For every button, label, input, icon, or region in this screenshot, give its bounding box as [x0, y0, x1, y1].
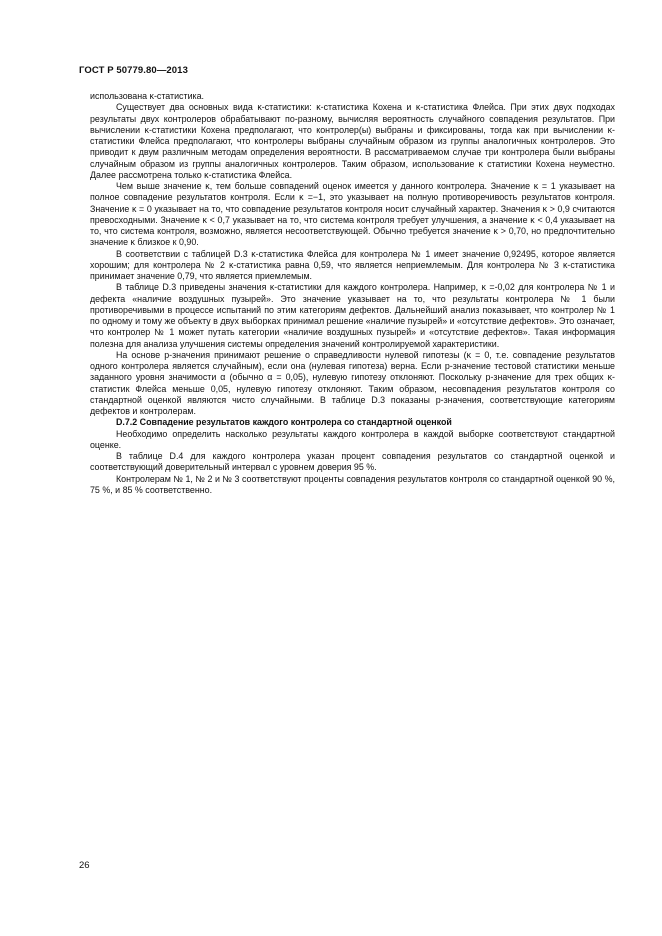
paragraph-table-d3-fleiss: В соответствии с таблицей D.3 κ-статистика Флейса для контролера № 1 имеет значение 0,92495, которое является хорошим; для контролера № 2 κ-статистика равна 0,59, что является неприемлемым. Для контролера № 3 κ-статистика принимает значение 0,79, что является приемлемым.	[90, 248, 615, 281]
section-heading-d72: D.7.2 Совпадение результатов каждого контролера со стандартной оценкой	[116, 417, 452, 428]
paragraph-standard-agreement: Необходимо определить насколько результаты каждого контролера в каждой выборке соответствуют стандартной оценке.	[90, 428, 615, 450]
paragraph-p-value: На основе p-значения принимают решение о справедливости нулевой гипотезы (κ = 0, т.е. совпадение результатов одного контролера является случайным), если она (нулевая гипотеза) верна. Если p-значение тестовой статистики меньше заданного уровня значимости α (обычно α = 0,05), нулевую гипотезу отклоняют. Поскольку p-значение для трех общих κ-статистик Флейса меньше 0,05, нулевую гипотезу отклоняют. Таким образом, несовпадения результатов контроля со стандартной оценкой являются чисто случайными. В таблице D.3 показаны p-значения, соответствующие категориям дефектов и контролерам.	[90, 349, 615, 416]
paragraph-kappa-types: Существует два основных вида κ-статистики: κ-статистика Кохена и κ-статистика Флейса. При этих двух подходах результаты двух контролеров обрабатывают по-разному, вычисляя вероятность случайного совпадения результатов. При вычислении κ-статистики Кохена предполагают, что контролер(ы) выбраны и фиксированы, тогда как при вычислении κ-статистики Флейса предполагают, что контролеры выбраны случайным образом из группы аналогичных контролеров. Это приводит к двум различным методам определения вероятности. В рассматриваемом случае три контролера были выбраны случайным образом из группы аналогичных контролеров. Таким образом, использование κ статистики Кохена неуместно. Далее рассмотрена только κ-статистика Флейса.	[90, 102, 615, 180]
paragraph-kappa-interpretation: Чем выше значение κ, тем больше совпадений оценок имеется у данного контролера. Значение κ = 1 указывает на полное совпадение результатов контроля. Если κ =−1, это указывает на полную противоречивость результатов контроля. Значение κ = 0 указывает на то, что совпадение результатов контроля носит случайный характер. Значения κ > 0,9 считаются превосходными. Значение κ < 0,7 указывает на то, что система контроля требует улучшения, а значение κ < 0,4 указывает на то, что система контроля, возможно, является несоответствующей. Обычно требуется значение κ > 0,70, но предпочтительно значение κ близкое к 0,90.	[90, 181, 615, 248]
paragraph-table-d3-example: В таблице D.3 приведены значения κ-статистики для каждого контролера. Например, κ =-0,02 для контролера № 1 и дефекта «наличие воздушных пузырей». Это значение указывает на то, что результаты контролера № 1 были противоречивыми в процессе испытаний по этим категориям дефектов. Дальнейший анализ показывает, что контролер № 1 по одному и тому же объекту в двух выборках принимал решение «наличие пузырей» и «отсутствие дефектов». Это означает, что контролер № 1 может путать категории «наличие воздушных пузырей» и «отсутствие дефектов». Такая информация полезна для анализа улучшения системы определения значений контролируемой характеристики.	[90, 282, 615, 349]
paragraph-table-d4: В таблице D.4 для каждого контролера указан процент совпадения результатов со стандартной оценкой и соответствующий доверительный интервал с уровнем доверия 95 %.	[90, 451, 615, 473]
document-header: ГОСТ Р 50779.80—2013	[79, 65, 188, 76]
page-number: 26	[79, 860, 90, 871]
document-body	[90, 91, 615, 496]
paragraph-percentages: Контролерам № 1, № 2 и № 3 соответствуют проценты совпадения результатов контроля со стандартной оценкой 90 %, 75 %, и 85 % соответственно.	[90, 473, 615, 495]
paragraph-continuation: использована κ-статистика.	[90, 91, 205, 101]
